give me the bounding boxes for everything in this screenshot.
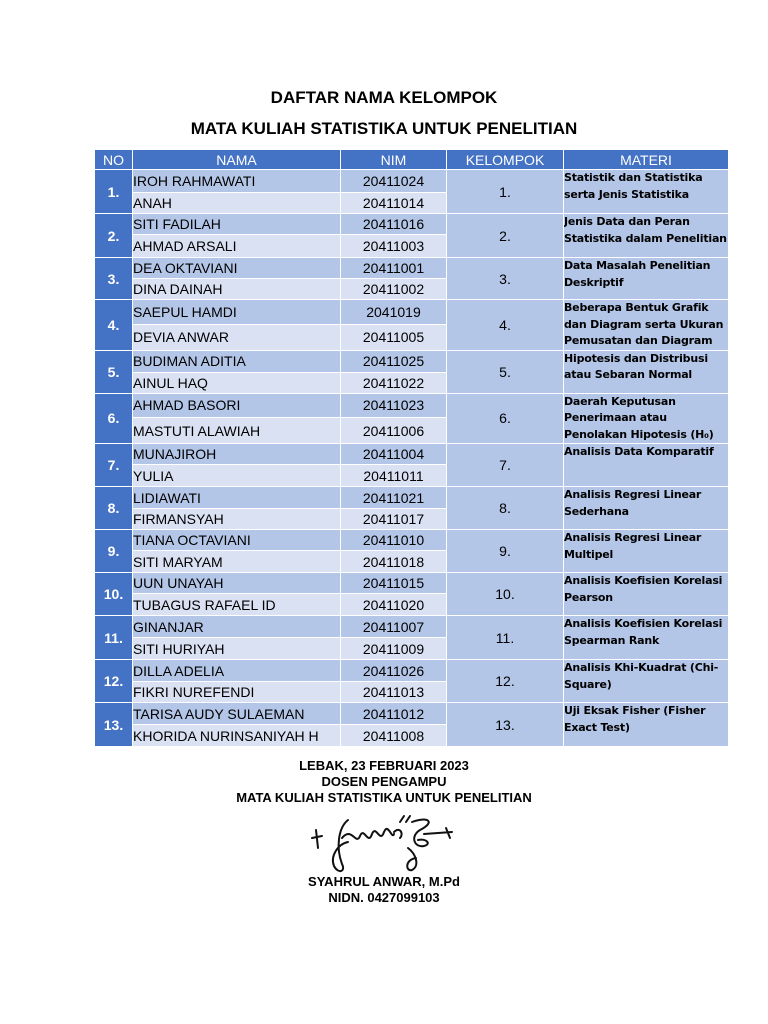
member-name: YULIA — [133, 465, 341, 487]
signature-block — [0, 758, 768, 806]
member-name: DINA DAINAH — [133, 279, 341, 300]
group-number: 3. — [95, 258, 133, 300]
member-name: FIKRI NUREFENDI — [133, 682, 341, 703]
group-materi: Analisis Khi-Kuadrat (Chi-Square) — [564, 660, 729, 703]
member-name: SITI FADILAH — [133, 214, 341, 235]
member-name: SITI HURIYAH — [133, 638, 341, 660]
member-nim: 20411006 — [341, 418, 447, 444]
group-kelompok: 3. — [447, 258, 564, 300]
member-nim: 20411011 — [341, 465, 447, 487]
document-title: DAFTAR NAMA KELOMPOK — [270, 88, 498, 107]
member-name: AHMAD BASORI — [133, 393, 341, 418]
group-kelompok: 4. — [447, 300, 564, 351]
header-kelompok: KELOMPOK — [447, 150, 564, 170]
member-name: TARISA AUDY SULAEMAN — [133, 703, 341, 725]
group-kelompok: 11. — [447, 616, 564, 660]
group-kelompok: 2. — [447, 214, 564, 258]
group-number: 1. — [95, 170, 133, 214]
signer-role: DOSEN PENGAMPU — [321, 774, 447, 789]
member-nim: 20411012 — [341, 703, 447, 725]
table-row — [95, 170, 729, 193]
member-nim: 20411002 — [341, 279, 447, 300]
member-name: MASTUTI ALAWIAH — [133, 418, 341, 444]
member-nim: 20411021 — [341, 487, 447, 509]
header-no: NO — [95, 150, 133, 170]
member-nim: 20411017 — [341, 509, 447, 530]
member-name: ANAH — [133, 193, 341, 214]
member-name: FIRMANSYAH — [133, 509, 341, 530]
group-number: 4. — [95, 300, 133, 351]
table-body — [95, 170, 729, 747]
group-kelompok: 10. — [447, 573, 564, 616]
group-kelompok: 7. — [447, 444, 564, 487]
group-number: 5. — [95, 350, 133, 393]
member-name: SAEPUL HAMDI — [133, 300, 341, 325]
table-row — [95, 214, 729, 235]
member-name: BUDIMAN ADITIA — [133, 350, 341, 372]
member-nim: 20411018 — [341, 551, 447, 573]
group-materi: Analisis Koefisien Korelasi Pearson — [564, 573, 729, 616]
member-name: DILLA ADELIA — [133, 660, 341, 682]
place-date: LEBAK, 23 FEBRUARI 2023 — [299, 758, 469, 773]
group-materi: Beberapa Bentuk Grafik dan Diagram serta Ukuran Pemusatan dan Diagram — [564, 300, 729, 351]
group-kelompok: 13. — [447, 703, 564, 747]
member-name: TIANA OCTAVIANI — [133, 530, 341, 551]
group-table — [94, 149, 729, 747]
group-number: 8. — [95, 487, 133, 530]
table-row — [95, 530, 729, 551]
table-row — [95, 487, 729, 509]
member-name: KHORIDA NURINSANIYAH H — [133, 725, 341, 747]
group-kelompok: 6. — [447, 393, 564, 444]
member-nim: 20411003 — [341, 235, 447, 258]
group-materi: Analisis Koefisien Korelasi Spearman Rank — [564, 616, 729, 660]
table-row — [95, 300, 729, 325]
member-name: DEVIA ANWAR — [133, 324, 341, 350]
document-subtitle: MATA KULIAH STATISTIKA UNTUK PENELITIAN — [190, 119, 578, 138]
header-nama: NAMA — [133, 150, 341, 170]
member-name: MUNAJIROH — [133, 444, 341, 465]
group-number: 7. — [95, 444, 133, 487]
header-nim: NIM — [341, 150, 447, 170]
member-nim: 20411001 — [341, 258, 447, 279]
group-kelompok: 12. — [447, 660, 564, 703]
member-name: AINUL HAQ — [133, 372, 341, 393]
member-nim: 20411015 — [341, 573, 447, 594]
member-nim: 20411005 — [341, 324, 447, 350]
member-nim: 20411026 — [341, 660, 447, 682]
group-materi: Daerah Keputusan Penerimaan atau Penolakan Hipotesis (H₀) — [564, 393, 729, 444]
group-materi: Analisis Regresi Linear Sederhana — [564, 487, 729, 530]
signer-nidn: NIDN. 0427099103 — [328, 890, 440, 905]
group-number: 11. — [95, 616, 133, 660]
member-nim: 20411022 — [341, 372, 447, 393]
member-nim: 20411010 — [341, 530, 447, 551]
member-name: IROH RAHMAWATI — [133, 170, 341, 193]
group-number: 9. — [95, 530, 133, 573]
table-row — [95, 703, 729, 725]
table-row — [95, 258, 729, 279]
signer-block — [0, 874, 768, 906]
member-nim: 2041019 — [341, 300, 447, 325]
member-name: UUN UNAYAH — [133, 573, 341, 594]
group-materi: Uji Eksak Fisher (Fisher Exact Test) — [564, 703, 729, 747]
member-nim: 20411014 — [341, 193, 447, 214]
table-row — [95, 350, 729, 372]
member-name: DEA OKTAVIANI — [133, 258, 341, 279]
table-header-row — [95, 150, 729, 170]
table-row — [95, 573, 729, 594]
signer-course: MATA KULIAH STATISTIKA UNTUK PENELITIAN — [236, 790, 532, 805]
group-number: 13. — [95, 703, 133, 747]
member-name: AHMAD ARSALI — [133, 235, 341, 258]
group-materi: Jenis Data dan Peran Statistika dalam Penelitian — [564, 214, 729, 258]
member-nim: 20411023 — [341, 393, 447, 418]
group-materi: Analisis Data Komparatif — [564, 444, 729, 487]
table-row — [95, 393, 729, 418]
signature-image — [308, 808, 458, 878]
group-kelompok: 1. — [447, 170, 564, 214]
group-materi: Analisis Regresi Linear Multipel — [564, 530, 729, 573]
member-name: GINANJAR — [133, 616, 341, 638]
group-kelompok: 9. — [447, 530, 564, 573]
member-name: LIDIAWATI — [133, 487, 341, 509]
member-nim: 20411007 — [341, 616, 447, 638]
group-kelompok: 8. — [447, 487, 564, 530]
group-materi: Data Masalah Penelitian Deskriptif — [564, 258, 729, 300]
member-nim: 20411004 — [341, 444, 447, 465]
member-name: TUBAGUS RAFAEL ID — [133, 594, 341, 616]
group-kelompok: 5. — [447, 350, 564, 393]
table-row — [95, 660, 729, 682]
group-number: 6. — [95, 393, 133, 444]
member-nim: 20411025 — [341, 350, 447, 372]
member-nim: 20411008 — [341, 725, 447, 747]
group-materi: Statistik dan Statistika serta Jenis Statistika — [564, 170, 729, 214]
signer-name: SYAHRUL ANWAR, M.Pd — [308, 874, 460, 889]
member-nim: 20411009 — [341, 638, 447, 660]
table-row — [95, 616, 729, 638]
group-number: 2. — [95, 214, 133, 258]
table-row — [95, 444, 729, 465]
group-materi: Hipotesis dan Distribusi atau Sebaran Normal — [564, 350, 729, 393]
member-nim: 20411024 — [341, 170, 447, 193]
member-nim: 20411020 — [341, 594, 447, 616]
member-nim: 20411013 — [341, 682, 447, 703]
group-number: 10. — [95, 573, 133, 616]
member-nim: 20411016 — [341, 214, 447, 235]
member-name: SITI MARYAM — [133, 551, 341, 573]
group-number: 12. — [95, 660, 133, 703]
header-materi: MATERI — [564, 150, 729, 170]
